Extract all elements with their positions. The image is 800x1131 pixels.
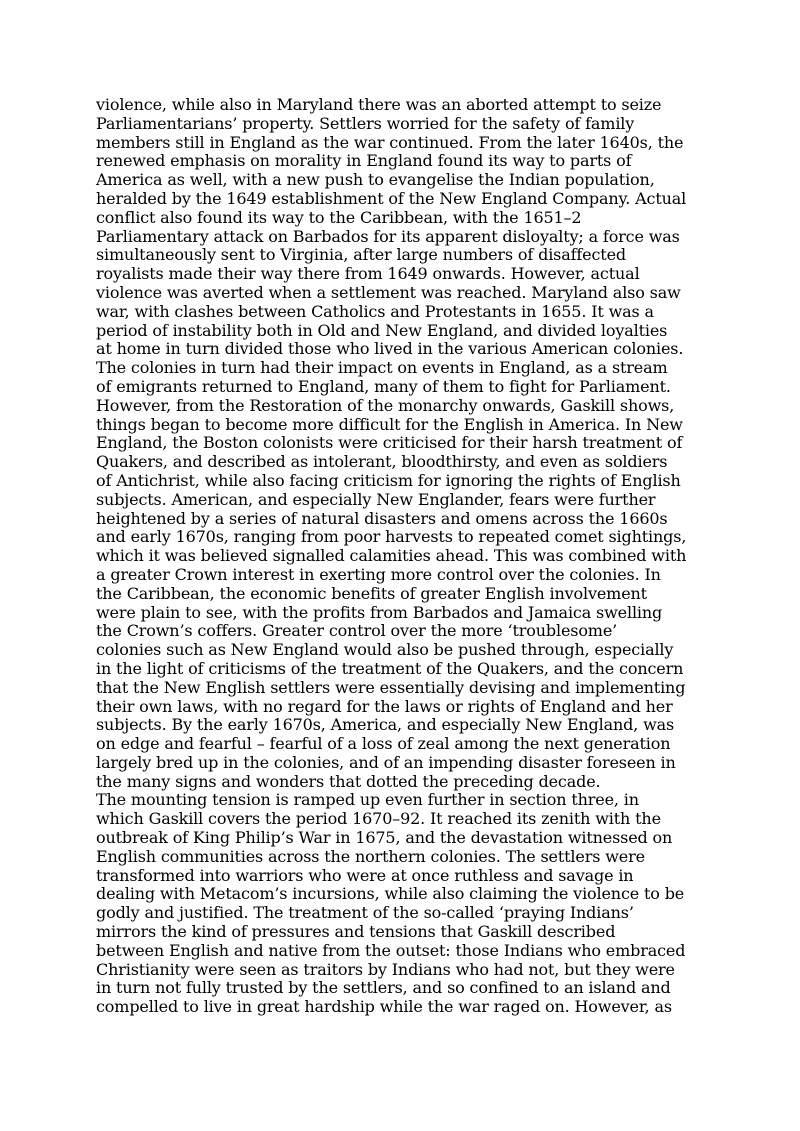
text-line: conflict also found its way to the Caribbean, with the 1651–2 [96,207,582,227]
text-line: outbreak of King Philip’s War in 1675, and the devastation witnessed on [96,828,673,848]
text-line: mirrors the kind of pressures and tensions that Gaskill described [96,922,616,942]
text-line: that the New English settlers were essentially devising and implementing [96,677,686,697]
text-line: things began to become more difficult for the English in America. In New [96,414,683,434]
text-line: violence was averted when a settlement was reached. Maryland also saw [96,282,681,302]
text-line: were plain to see, with the profits from Barbados and Jamaica swelling [96,602,663,622]
text-line: royalists made their way there from 1649 onwards. However, actual [96,264,640,284]
text-line: colonies such as New England would also be pushed through, especially [96,640,674,660]
text-line: the Caribbean, the economic benefits of greater English involvement [96,583,647,603]
text-line: However, from the Restoration of the monarchy onwards, Gaskill shows, [96,395,675,415]
text-line: heralded by the 1649 establishment of the New England Company. Actual [96,188,687,208]
text-line: and early 1670s, ranging from poor harvests to repeated comet sightings, [96,527,687,547]
text-line: war, with clashes between Catholics and Protestants in 1655. It was a [96,301,654,321]
text-line: at home in turn divided those who lived in the various American colonies. [96,339,684,359]
text-line: England, the Boston colonists were criticised for their harsh treatment of [96,433,683,453]
text-line: The colonies in turn had their impact on events in England, as a stream [96,358,668,378]
text-line: Quakers, and described as intolerant, bloodthirsty, and even as soldiers [96,452,668,472]
text-line: English communities across the northern colonies. The settlers were [96,846,645,866]
text-line: their own laws, with no regard for the laws or rights of England and her [96,696,673,716]
text-line: simultaneously sent to Virginia, after large numbers of disaffected [96,245,626,265]
text-line: of Antichrist, while also facing criticism for ignoring the rights of English [96,470,681,490]
text-line: in turn not fully trusted by the settlers, and so confined to an island and [96,978,671,998]
text-line: renewed emphasis on morality in England found its way to parts of [96,151,632,171]
text-line: America as well, with a new push to evangelise the Indian population, [96,170,655,190]
text-line: a greater Crown interest in exerting more control over the colonies. In [96,564,661,584]
text-line: Christianity were seen as traitors by Indians who had not, but they were [96,959,675,979]
text-line: on edge and fearful – fearful of a loss of zeal among the next generation [96,734,671,754]
text-line: which Gaskill covers the period 1670–92. It reached its zenith with the [96,809,661,829]
text-line: largely bred up in the colonies, and of an impending disaster foreseen in [96,752,676,772]
text-line: period of instability both in Old and New England, and divided loyalties [96,320,668,340]
text-line: subjects. American, and especially New Englander, fears were further [96,489,656,509]
text-line: compelled to live in great hardship while the war raged on. However, as [96,997,672,1017]
text-line: The mounting tension is ramped up even further in section three, in [96,790,639,810]
text-line: subjects. By the early 1670s, America, and especially New England, was [96,715,675,735]
text-line: Parliamentarians’ property. Settlers worried for the safety of family [96,113,635,133]
text-line: transformed into warriors who were at once ruthless and savage in [96,865,634,885]
text-line: in the light of criticisms of the treatment of the Quakers, and the concern [96,658,684,678]
document-body [96,96,708,1017]
text-line: the many signs and wonders that dotted the preceding decade. [96,771,601,791]
text-line: members still in England as the war continued. From the later 1640s, the [96,132,684,152]
text-line: between English and native from the outset: those Indians who embraced [96,940,686,960]
paragraph-1 [96,96,708,791]
text-line: the Crown’s coffers. Greater control over the more ‘troublesome’ [96,621,618,641]
paragraph-2 [96,791,708,1017]
text-line: godly and justified. The treatment of the so-called ‘praying Indians’ [96,903,634,923]
text-line: violence, while also in Maryland there was an aborted attempt to seize [96,95,662,114]
text-line: Parliamentary attack on Barbados for its apparent disloyalty; a force was [96,226,680,246]
text-line: of emigrants returned to England, many of them to fight for Parliament. [96,376,671,396]
text-line: heightened by a series of natural disasters and omens across the 1660s [96,508,668,528]
text-line: which it was believed signalled calamities ahead. This was combined with [96,546,687,566]
text-line: dealing with Metacom’s incursions, while also claiming the violence to be [96,884,685,904]
